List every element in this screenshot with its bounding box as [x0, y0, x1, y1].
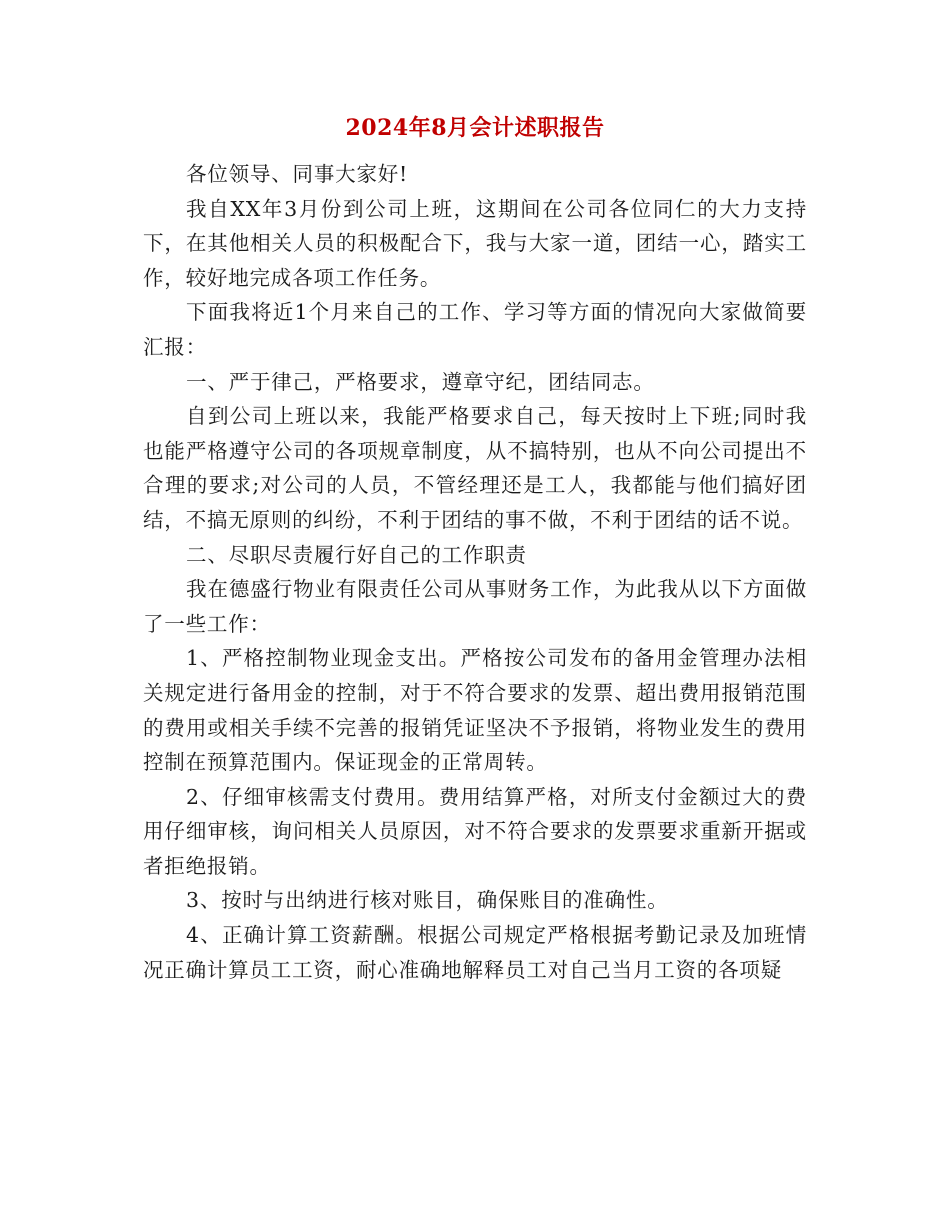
- paragraph-summary-lead: 下面我将近1个月来自己的工作、学习等方面的情况向大家做简要汇报：: [143, 300, 807, 359]
- paragraph-duties-lead: 我在德盛行物业有限责任公司从事财务工作，为此我从以下方面做了一些工作：: [143, 577, 807, 636]
- paragraph-discipline: 自到公司上班以来，我能严格要求自己，每天按时上下班;同时我也能严格遵守公司的各项规章制度，从不搞特别，也从不向公司提出不合理的要求;对公司的人员，不管经理还是工人，我都能与他们搞好团结，不搞无原则的纠纷，不利于团结的事不做，不利于团结的话不说。: [143, 404, 807, 532]
- list-item-4: 4、正确计算工资薪酬。根据公司规定严格根据考勤记录及加班情况正确计算员工工资，耐心准确地解释员工对自己当月工资的各项疑: [143, 923, 807, 982]
- document-body: [143, 157, 807, 987]
- paragraph-intro: 我自XX年3月份到公司上班，这期间在公司各位同仁的大力支持下，在其他相关人员的积极配合下，我与大家一道，团结一心，踏实工作，较好地完成各项工作任务。: [143, 196, 807, 290]
- paragraph-greeting: 各位领导、同事大家好!: [186, 162, 409, 186]
- list-item-1: 1、严格控制物业现金支出。严格按公司发布的备用金管理办法相关规定进行备用金的控制，对于不符合要求的发票、超出费用报销范围的费用或相关手续不完善的报销凭证坚决不予报销，将物业发生的费用控制在预算范围内。保证现金的正常周转。: [143, 646, 807, 775]
- list-item-2: 2、仔细审核需支付费用。费用结算严格，对所支付金额过大的费用仔细审核，询问相关人员原因，对不符合要求的发票要求重新开据或者拒绝报销。: [143, 784, 807, 878]
- list-item-3: 3、按时与出纳进行核对账目，确保账目的准确性。: [186, 888, 669, 913]
- section-heading-2: 二、尽职尽责履行好自己的工作职责: [186, 542, 527, 567]
- document-title: 2024年8月会计述职报告: [345, 115, 605, 141]
- section-heading-1: 一、严于律己，严格要求，遵章守纪，团结同志。: [186, 369, 655, 394]
